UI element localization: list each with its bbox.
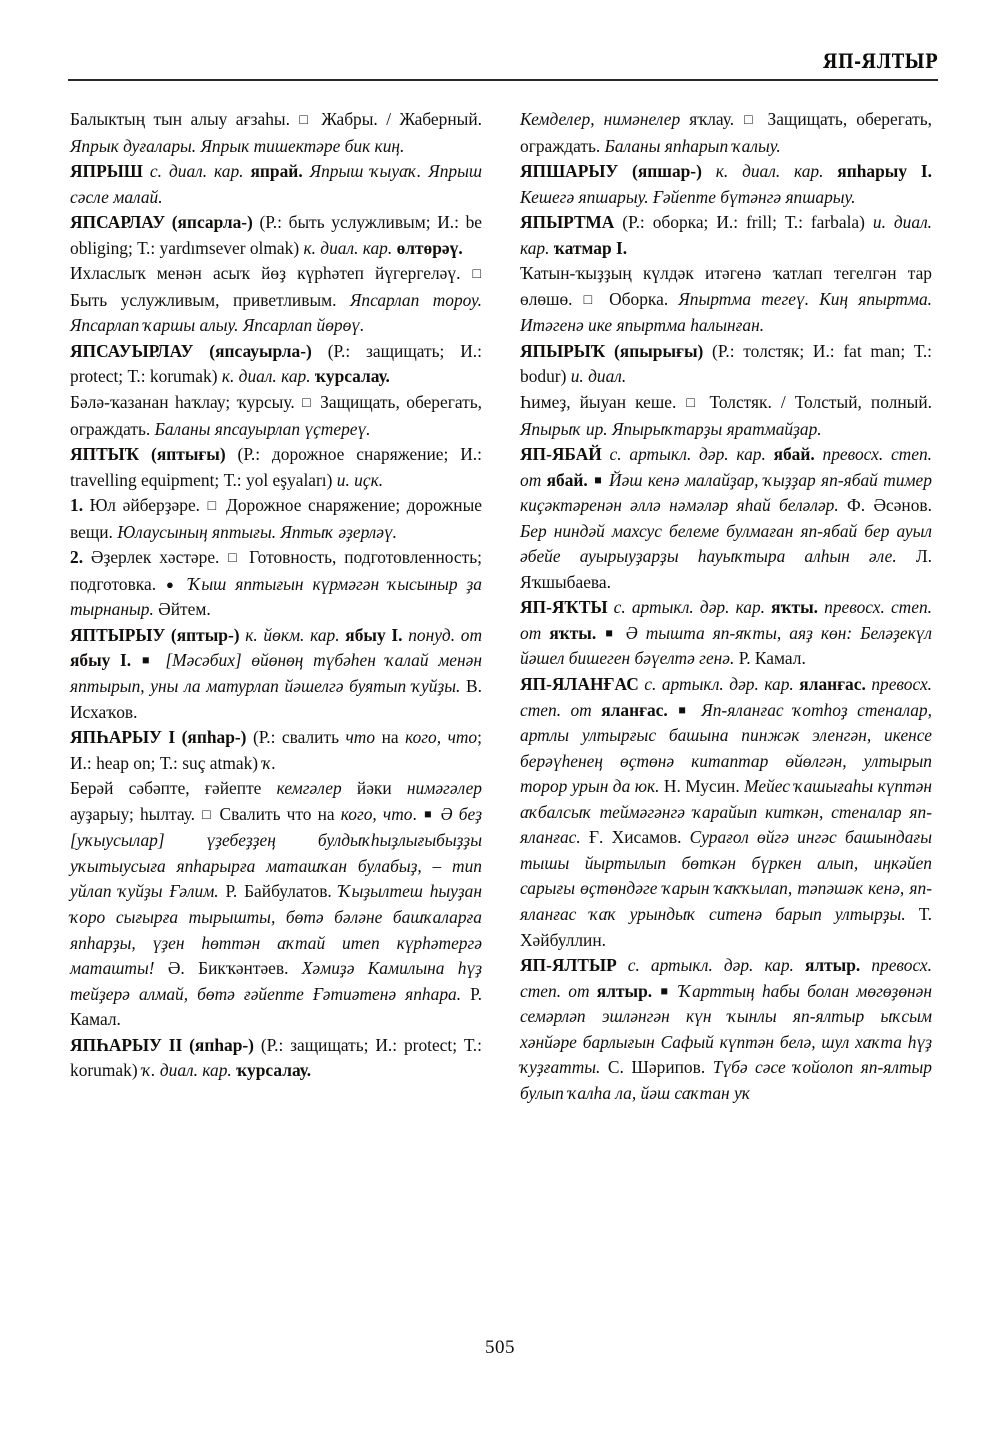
running-head: ЯП-ЯЛТЫР bbox=[822, 50, 938, 73]
roman-text: (Р.: быть услужливым; И.: be obliging; Т.: yardımsever olmak) bbox=[70, 212, 482, 258]
headword-text: ябай. bbox=[546, 469, 588, 490]
dictionary-entry bbox=[70, 107, 482, 159]
roman-text: (Р.: оборка; И.: frill; Т.: farbala) bbox=[614, 212, 873, 233]
roman-text: Т. Хәйбуллин. bbox=[520, 903, 933, 950]
italic-text: и. диал. bbox=[570, 366, 627, 387]
roman-text: С. Шәрипов. bbox=[600, 1057, 713, 1078]
headword-text: ялтыр. bbox=[596, 980, 653, 1001]
page-number: 505 bbox=[485, 1337, 515, 1358]
roman-text: Ихласлыҡ менән асыҡ йөҙ күрһәтеп йүгергеләү. bbox=[70, 263, 472, 284]
headword-text: ялтыр. bbox=[804, 955, 861, 976]
roman-text: ; И.: heap on; Т.: suç atmak) bbox=[70, 727, 482, 773]
italic-text: к. диал. кар. bbox=[221, 366, 315, 387]
roman-text: Һимеҙ, йыуан кеше. bbox=[520, 392, 686, 413]
headword-text: яланғас. bbox=[799, 674, 866, 695]
italic-text: к. йөкм. кар. bbox=[239, 624, 346, 645]
dictionary-entry bbox=[520, 390, 932, 442]
roman-text: Готовность, подготовленность; подготовка. bbox=[70, 547, 483, 594]
italic-text: с. диал. кар. bbox=[142, 161, 251, 182]
headword-text: япһарыу I. bbox=[837, 161, 932, 182]
headword-text: ЯПЫРЫҠ (япырығы) bbox=[520, 340, 704, 361]
italic-text: Кемделер, нимәнелер bbox=[520, 109, 681, 129]
headword-text: ЯПТЫРЫУ (яптыр-) bbox=[70, 624, 240, 645]
open-square-marker-icon: □ bbox=[686, 396, 700, 412]
headword-text: ЯПСАРЛАУ (япсарла-) bbox=[70, 212, 253, 233]
italic-text: превосх. степ. от bbox=[520, 955, 932, 1001]
headword-text: ЯП-ЯҠТЫ bbox=[520, 597, 608, 618]
roman-text: Оборка. bbox=[598, 288, 679, 309]
headword-text: япрай. bbox=[250, 161, 303, 182]
dictionary-entry bbox=[520, 261, 932, 339]
italic-text: ҡ. диал. кар. bbox=[141, 1060, 237, 1081]
roman-text: Защищать, оберегать, ограждать. bbox=[520, 109, 932, 156]
headword-text: яҡты. bbox=[771, 597, 819, 618]
roman-text: Толстяк. / Толстый, полный. bbox=[700, 392, 932, 413]
italic-text: превосх. степ. от bbox=[520, 597, 932, 643]
roman-text: Ғ. Хисамов. bbox=[580, 827, 690, 848]
open-square-marker-icon: □ bbox=[302, 396, 313, 412]
headword-text: ябыу I. bbox=[345, 624, 403, 645]
roman-text: Свалить что на bbox=[213, 803, 341, 824]
roman-text bbox=[131, 650, 141, 670]
italic-text: с. артыкл. дәр. кар. bbox=[601, 444, 774, 465]
roman-text: яҡлау. bbox=[680, 109, 744, 129]
roman-text: Ф. Әсәнов. bbox=[838, 495, 932, 516]
dictionary-entry bbox=[70, 493, 482, 545]
italic-text: Хәмиҙә Камилына һүҙ тейҙерә алмай, бөтә ғәйепте Ғәтиәтенә япһара. bbox=[70, 958, 482, 1004]
headword-text: ЯПҺАРЫУ II (япһар-) bbox=[70, 1034, 254, 1055]
roman-text: йәки bbox=[341, 778, 407, 799]
italic-text: к. диал. кар. bbox=[701, 161, 838, 182]
dictionary-entry bbox=[70, 545, 482, 623]
italic-text: Мейес ҡашығаһы күптән аҡбалсыҡ теймәгәнгә ҡарайып киткән, стеналар яп-яланғас. bbox=[520, 776, 932, 848]
dictionary-entry bbox=[520, 672, 932, 953]
filled-square-marker-icon: ■ bbox=[678, 702, 691, 717]
italic-text: кого, что bbox=[340, 803, 413, 824]
header-rule bbox=[68, 79, 938, 81]
italic-text: Яп-яланғас ҡотһоҙ стеналар, артлы ултырғыс башына пинжәк эленгән, икенсе берәүһенең өҫтөнә китаптар өйөлгән, ултырып торор урын да юк. bbox=[520, 699, 932, 797]
italic-text: с. артыкл. дәр. кар. bbox=[638, 674, 800, 695]
headword-text: ҡатмар I. bbox=[553, 237, 628, 258]
italic-text: с. артыкл. дәр. кар. bbox=[616, 955, 805, 976]
italic-text: Япыртма тегеү. Киң япыртма. Итәгенә ике япыртма һалынған. bbox=[520, 288, 932, 336]
dictionary-entry bbox=[520, 210, 932, 261]
italic-text: Ҡарттың һабы болан мөгөҙөнән семәрләп эшләнгән күн ҡынлы яп-ялтыр ыҡсым хәнйәре барлығын Сафый күптән белә, шул хаҡта һүҙ ҡуҙғатты. bbox=[520, 980, 932, 1078]
italic-text: Йәш кенә малайҙар, ҡыҙҙар яп-ябай тимер киҫәктәренән әллә нәмәләр яһай беләләр. bbox=[520, 469, 932, 516]
italic-text: Япрыш ҡыуаҡ. Япрыш сәсле малай. bbox=[70, 161, 482, 207]
italic-text: и. иҫк. bbox=[336, 469, 384, 490]
dictionary-entry bbox=[70, 210, 482, 261]
filled-square-marker-icon: ■ bbox=[660, 983, 671, 998]
roman-text: ауҙарыу; һылтау. bbox=[70, 803, 202, 824]
dictionary-entry bbox=[70, 725, 482, 776]
sense-number: 1. bbox=[70, 495, 84, 516]
roman-text: . bbox=[412, 803, 423, 824]
italic-text: Кешегә япшарыу. Ғәйепте бүтәнгә япшарыу. bbox=[520, 186, 856, 207]
roman-text: (Р.: свалить bbox=[246, 727, 346, 748]
headword-text: өлтөрәү. bbox=[396, 237, 463, 258]
headword-text: ЯПҺАРЫУ I (япһар-) bbox=[70, 727, 247, 748]
roman-text: Р. Байбулатов. bbox=[218, 881, 339, 902]
roman-text: Р. Камал. bbox=[70, 983, 482, 1030]
roman-text: Н. Мусин. bbox=[659, 776, 745, 797]
italic-text: Сурағол өйгә ингәс башындағы тышы йыртылып бөткән бүркен алып, иңкәйеп сарығы өҫтөндәге ҡарын ҡаҡҡылап, тәпәшәк кенә, яп-яланғас ҡаҡ урындыҡ ситенә барып ултырҙы. bbox=[520, 827, 932, 924]
italic-text: Түбә сәсе ҡойолоп яп-ялтыр булып ҡалһа ла, йәш саҡтан уҡ bbox=[520, 1057, 932, 1103]
open-square-marker-icon: □ bbox=[202, 807, 213, 823]
headword-text: ЯП-ЯБАЙ bbox=[520, 444, 602, 465]
dictionary-entry bbox=[70, 776, 482, 1032]
roman-text: Жабры. / Жаберный. bbox=[312, 109, 482, 129]
headword-text: ҡурсалау. bbox=[236, 1060, 312, 1081]
italic-text: что bbox=[345, 727, 376, 748]
dictionary-entry bbox=[520, 442, 932, 595]
italic-text: Бер ниндәй махсус белеме булмаған яп-ябай бер ауыл әбейе ауырыуҙарҙы һауыҡтыра алһын әле. bbox=[520, 520, 932, 567]
italic-text: Ҡыҙылтеш һыуҙан ҡоро сығырға тырышты, бөтә бәләне башҡаларға япһарҙы, үҙен һөттән аҡтай итеп күрһәтергә маташты! bbox=[70, 881, 483, 979]
filled-square-marker-icon: ■ bbox=[605, 625, 617, 640]
open-square-marker-icon: □ bbox=[472, 267, 481, 283]
roman-text: Ҡатын-ҡыҙҙың күлдәк итәгенә ҡатлап тегелгән тар өлөшө. bbox=[520, 263, 932, 309]
filled-square-marker-icon: ■ bbox=[594, 472, 603, 487]
dictionary-entry bbox=[70, 159, 482, 210]
italic-text: нимәгәлер bbox=[406, 778, 482, 799]
roman-text: Балыктың тын алыу ағзаһы. bbox=[70, 109, 299, 129]
roman-text: Р. Камал. bbox=[734, 648, 806, 669]
right-column bbox=[520, 107, 932, 1106]
dictionary-entry bbox=[520, 339, 932, 390]
italic-text: Ә тышта яп-яҡты, аяҙ көн: Беләҙекүл йәшел бишеген бәүелтә генә. bbox=[520, 622, 932, 669]
open-square-marker-icon: □ bbox=[744, 113, 758, 128]
roman-text: (Р.: защищать; И.: protect; Т.: korumak) bbox=[70, 340, 482, 387]
roman-text: Бәлә-ҡазанан һаҡлау; ҡурсыу. bbox=[70, 392, 302, 413]
italic-text: кемгәлер bbox=[276, 778, 342, 799]
filled-square-marker-icon: ■ bbox=[141, 653, 155, 668]
italic-text: Баланы япсауырлап үҫтереү. bbox=[154, 418, 371, 439]
headword-text: ЯПТЫҠ (яптығы) bbox=[70, 444, 226, 465]
italic-text: ҡ. bbox=[262, 752, 276, 773]
bullet-marker-icon: ● bbox=[165, 576, 179, 592]
sense-number: 2. bbox=[70, 547, 84, 568]
roman-text: В. Исхаҡов. bbox=[70, 676, 482, 722]
roman-text: Әйтем. bbox=[153, 599, 211, 620]
italic-text: кого, что bbox=[405, 727, 478, 748]
roman-text: Ә. Бикҡәнтәев. bbox=[154, 958, 302, 979]
roman-text: Берәй сәбәпте, ғәйепте bbox=[70, 778, 277, 799]
italic-text: к. диал. кар. bbox=[303, 237, 397, 258]
headword-text: ЯПРЫШ bbox=[70, 161, 143, 182]
dictionary-entry bbox=[520, 159, 932, 210]
headword-text: ябай. bbox=[773, 444, 815, 465]
dictionary-entry bbox=[520, 595, 932, 672]
headword-text: ябыу I. bbox=[70, 650, 132, 671]
open-square-marker-icon: □ bbox=[207, 499, 219, 515]
roman-text: Быть услужливым, приветливым. bbox=[70, 289, 350, 310]
dictionary-entry bbox=[70, 1033, 482, 1084]
open-square-marker-icon: □ bbox=[299, 113, 312, 128]
italic-text: Япырыҡ ир. Япырыҡтарҙы яратмайҙар. bbox=[520, 418, 822, 439]
headword-text: ЯПШАРЫУ (япшар-) bbox=[520, 161, 702, 182]
two-column-body bbox=[70, 107, 932, 1106]
italic-text: Баланы япһарып ҡалыу. bbox=[604, 135, 781, 156]
filled-square-marker-icon: ■ bbox=[423, 806, 434, 821]
italic-text: [Мәсәбих] өйөнөң түбәһен ҡалай менән яптырып, уны ла матурлап йәшелгә буятып ҡуйҙы. bbox=[70, 650, 482, 697]
roman-text bbox=[668, 700, 677, 720]
headword-text: яланғас. bbox=[601, 699, 668, 720]
left-column bbox=[70, 107, 482, 1106]
italic-text: Юлаусының яптығы. Яптыҡ әҙерләү. bbox=[117, 521, 397, 542]
italic-text: Япсарлап тороу. Япсарлап ҡаршы алыу. Япсарлап йөрөү. bbox=[70, 289, 482, 336]
headword-text: ЯП-ЯЛАНҒАС bbox=[520, 674, 639, 695]
dictionary-entry bbox=[70, 623, 482, 725]
roman-text: (Р.: дорожное снаряжение; И.: travelling equipment; Т.: yol eşyaları) bbox=[70, 444, 482, 490]
italic-text: и. диал. кар. bbox=[520, 212, 932, 258]
italic-text: с. артыкл. дәр. кар. bbox=[607, 597, 772, 618]
italic-text: Ҡыш яптығын күрмәгән ҡысыныр ҙа тырнаныр. bbox=[70, 573, 482, 620]
dictionary-entry bbox=[70, 339, 482, 390]
roman-text: на bbox=[375, 727, 406, 748]
italic-text: превосх. степ. от bbox=[520, 674, 933, 720]
italic-text: превосх. степ. от bbox=[520, 444, 932, 490]
roman-text: Л. Яҡшыбаева. bbox=[520, 546, 932, 592]
page-header bbox=[68, 52, 938, 92]
headword-text: яҡты. bbox=[549, 622, 597, 643]
dictionary-entry bbox=[70, 390, 482, 442]
open-square-marker-icon: □ bbox=[583, 292, 598, 308]
italic-text: понуд. от bbox=[402, 624, 483, 645]
dictionary-entry bbox=[70, 442, 482, 493]
italic-text: Япрык дуғалары. Япрык тишектәре бик киң. bbox=[70, 135, 405, 156]
italic-text: Ә беҙ [уҡыусылар] үҙебеҙҙең булдыҡһыҙлығыбыҙҙы уҡытыусыға япһарырға маташҡан булабыҙ, – тип уйлап ҡуйҙы Ғәлим. bbox=[70, 803, 482, 902]
roman-text: Әҙерлек хәстәре. bbox=[83, 547, 228, 568]
dictionary-entry bbox=[520, 107, 932, 159]
roman-text: Защищать, оберегать, ограждать. bbox=[70, 392, 482, 439]
open-square-marker-icon: □ bbox=[228, 551, 241, 567]
dictionary-entry bbox=[70, 261, 482, 339]
headword-text: ҡурсалау. bbox=[314, 366, 390, 387]
headword-text: ЯПЫРТМА bbox=[520, 212, 615, 233]
roman-text: Юл әйберҙәре. bbox=[83, 495, 207, 516]
roman-text: (Р.: толстяк; И.: fat man; Т.: bodur) bbox=[520, 340, 932, 387]
dictionary-entry bbox=[520, 953, 932, 1106]
headword-text: ЯПСАУЫРЛАУ (япсауырла-) bbox=[70, 340, 312, 361]
roman-text: Дорожное снаряжение; дорожные вещи. bbox=[70, 495, 482, 542]
roman-text: (Р.: защищать; И.: protect; Т.: korumak) bbox=[70, 1034, 482, 1081]
headword-text: ЯП-ЯЛТЫР bbox=[520, 955, 617, 976]
